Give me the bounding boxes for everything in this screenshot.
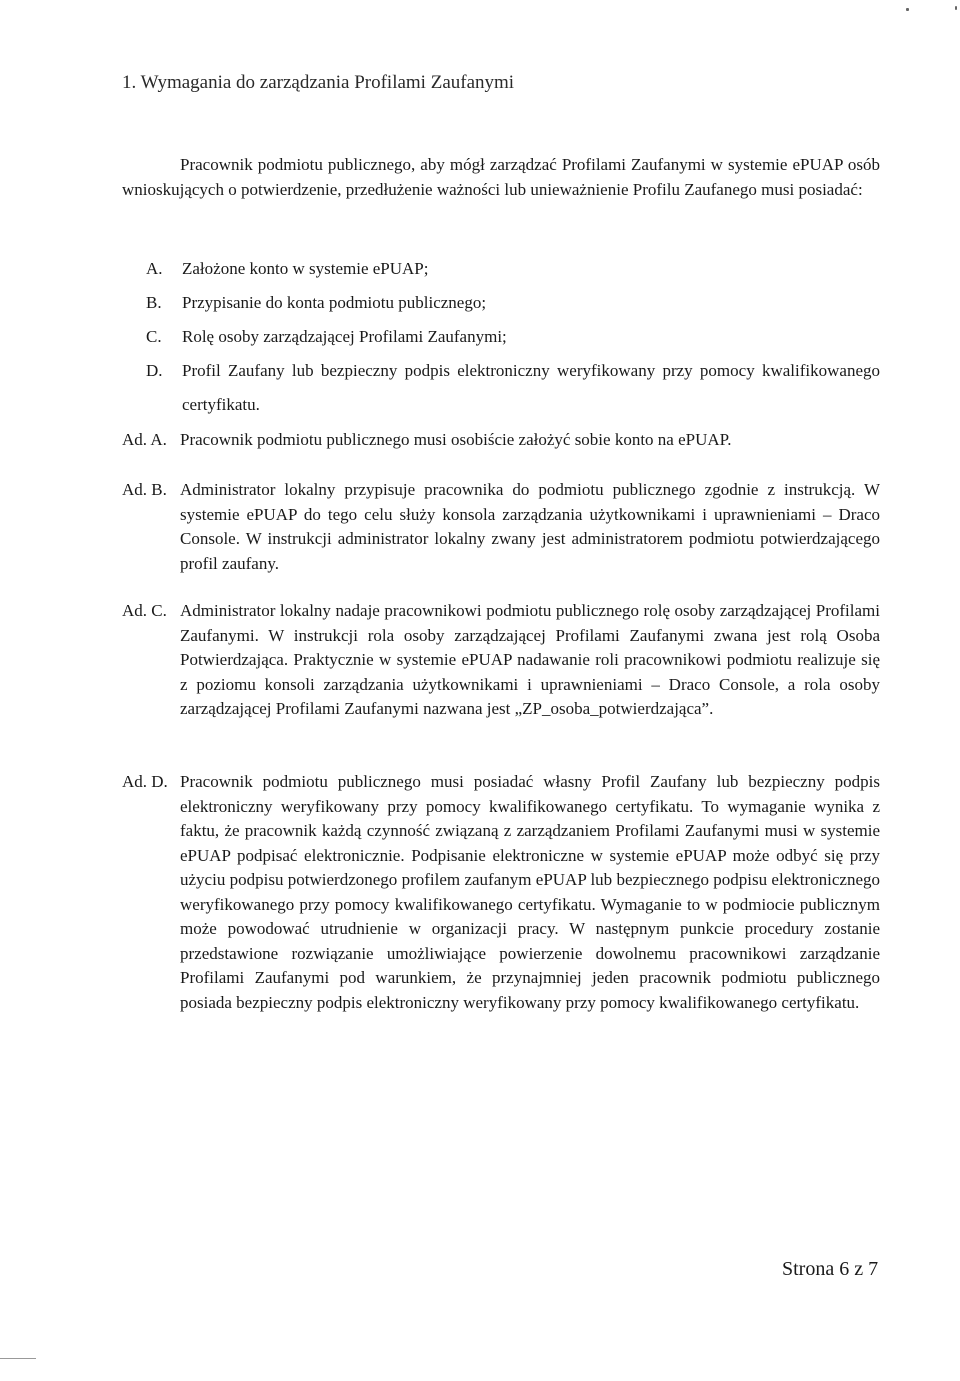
list-item [146, 252, 880, 286]
requirements-list [146, 252, 880, 422]
section-heading: 1. Wymagania do zarządzania Profilami Zaufanymi [122, 72, 515, 93]
explanation-label: Ad. D. [122, 772, 168, 791]
explanation-text: Pracownik podmiotu publicznego musi posiadać własny Profil Zaufany lub bezpieczny podpis elektroniczny weryfikowany przy pomocy kwalifikowanego certyfikatu. To wymaganie wynika z faktu, że pracownik każdą czynność związaną z zarządzaniem Profilami Zaufanymi musi w systemie ePUAP podpisać elektronicznie. Podpisanie elektroniczne w systemie ePUAP może odbyć się przy użyciu podpisu potwierdzonego profilem zaufanym ePUAP lub bezpiecznego podpisu elektronicznego weryfikowanego przy pomocy kwalifikowanego certyfikatu. Wymaganie to w podmiocie publicznym może powodować utrudnienie w organizacji pracy. W następnym punkcie procedury zostanie przedstawione rozwiązanie umożliwiające powierzenie dowolnemu pracownikowi zarządzanie Profilami Zaufanymi pod warunkiem, że przynajmniej jeden pracownik podmiotu publicznego posiada bezpieczny podpis elektroniczny weryfikowany przy pomocy kwalifikowanego certyfikatu. [180, 772, 880, 1012]
explanation-label: Ad. A. [122, 430, 167, 449]
list-item-text: Profil Zaufany lub bezpieczny podpis elektroniczny weryfikowany przy pomocy kwalifikowanego certyfikatu. [182, 361, 880, 414]
list-item-letter: C. [146, 327, 162, 346]
explanation-text: Administrator lokalny przypisuje pracownika do podmiotu publicznego zgodnie z instrukcją. W systemie ePUAP do tego celu służy konsola zarządzania użytkownikami i uprawnieniami – Draco Console. W instrukcji administrator lokalny zwany jest administratorem podmiotu potwierdzającego profil zaufany. [180, 480, 880, 573]
list-item [146, 320, 880, 354]
explanation-d [122, 770, 880, 1015]
list-item-text: Przypisanie do konta podmiotu publicznego; [182, 293, 487, 312]
explanation-a [122, 428, 880, 453]
list-item [146, 286, 880, 320]
scan-speck [955, 6, 957, 10]
intro-paragraph: Pracownik podmiotu publicznego, aby mógł zarządzać Profilami Zaufanymi w systemie ePUAP osób wnioskujących o potwierdzenie, przedłużenie ważności lub unieważnienie Profilu Zaufanego musi posiadać: [122, 155, 880, 199]
explanation-b [122, 478, 880, 576]
explanation-text: Pracownik podmiotu publicznego musi osobiście założyć sobie konto na ePUAP. [180, 430, 732, 449]
explanation-label: Ad. C. [122, 601, 167, 620]
list-item-letter: D. [146, 361, 163, 380]
footer-rule [0, 1358, 36, 1359]
list-item [146, 354, 880, 422]
explanation-text: Administrator lokalny nadaje pracownikowi podmiotu publicznego rolę osoby zarządzającej Profilami Zaufanymi. W instrukcji rola osoby zarządzającej Profilami Zaufanymi zwana jest rolą Osoba Potwierdzająca. Praktycznie w systemie ePUAP nadawanie roli pracownikowi podmiotu realizuje się z poziomu konsoli zarządzania użytkownikami i uprawnieniami – Draco Console, a rola osoby zarządzającej Profilami Zaufanymi nazwana jest „ZP_osoba_potwierdzająca”. [180, 601, 880, 718]
list-item-text: Założone konto w systemie ePUAP; [182, 259, 429, 278]
list-item-letter: A. [146, 259, 163, 278]
explanation-label: Ad. B. [122, 480, 167, 499]
scan-speck [906, 8, 909, 11]
page-number: Strona 6 z 7 [782, 1258, 879, 1280]
list-item-letter: B. [146, 293, 162, 312]
explanation-c [122, 599, 880, 722]
list-item-text: Rolę osoby zarządzającej Profilami Zaufanymi; [182, 327, 507, 346]
